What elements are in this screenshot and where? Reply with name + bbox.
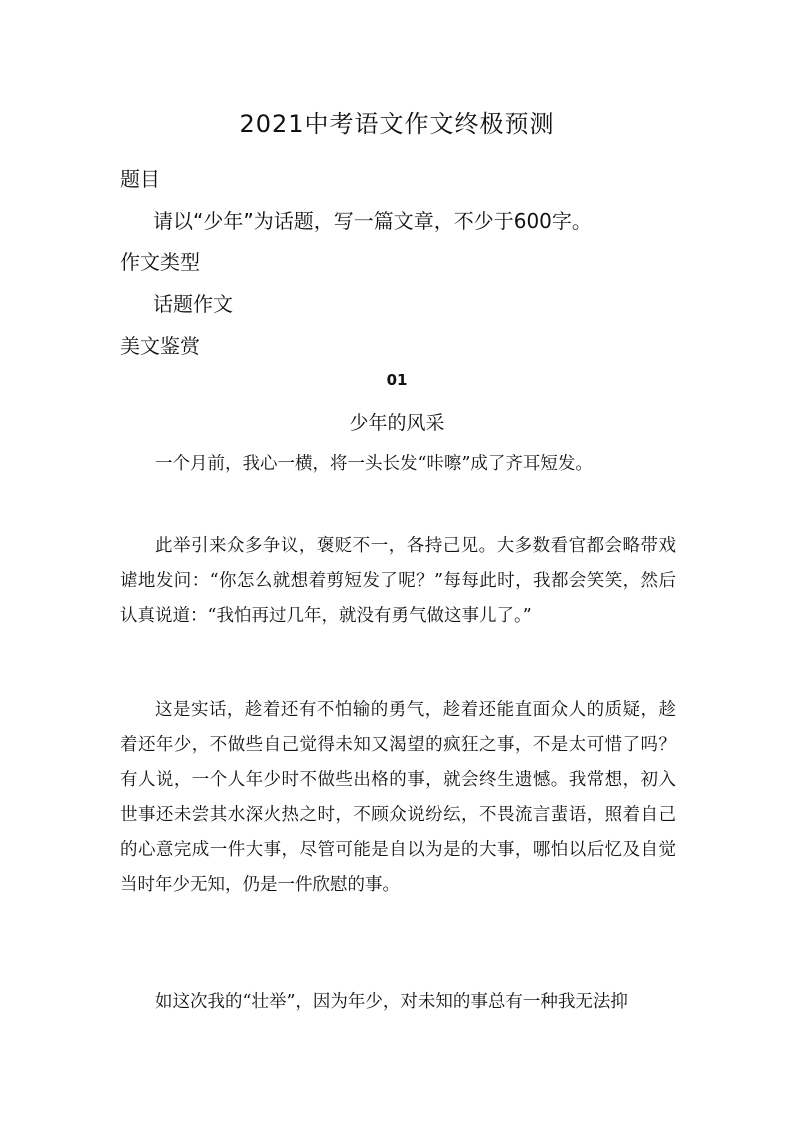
essay-type-text: 话题作文 bbox=[153, 292, 233, 316]
article-paragraph: 一个月前，我心一横，将一头长发“咔嚓”成了齐耳短发。 bbox=[155, 454, 593, 474]
topic-text: 请以“少年”为话题，写一篇文章，不少于600字。 bbox=[153, 209, 592, 233]
article-paragraph: 此举引来众多争议，褒贬不一，各持己见。大多数看官都会略带戏谑地发问：“你怎么就想着剪短发了呢？”每每此时，我都会笑笑，然后认真说道：“我怕再过几年，就没有勇气做这事儿了。” bbox=[120, 536, 676, 626]
appreciation-label: 美文鉴赏 bbox=[120, 334, 200, 358]
article-title: 少年的风采 bbox=[349, 412, 445, 434]
article-paragraph: 如这次我的“壮举”，因为年少，对未知的事总有一种我无法抑 bbox=[155, 992, 628, 1012]
article-paragraph: 这是实话，趁着还有不怕输的勇气，趁着还能直面众人的质疑，趁着还年少，不做些自己觉得未知又渴望的疯狂之事，不是太可惜了吗？有人说，一个人年少时不做些出格的事，就会终生遗憾。我常想，初入世事还未尝其水深火热之时，不顾众说纷纭，不畏流言蜚语，照着自己的心意完成一件大事，尽管可能是自以为是的大事，哪怕以后忆及自觉当时年少无知，仍是一件欣慰的事。 bbox=[120, 700, 676, 895]
topic-label: 题目 bbox=[120, 167, 160, 191]
document-title: 2021中考语文作文终极预测 bbox=[239, 110, 555, 138]
article-number: 01 bbox=[386, 371, 408, 389]
essay-type-label: 作文类型 bbox=[120, 250, 200, 274]
